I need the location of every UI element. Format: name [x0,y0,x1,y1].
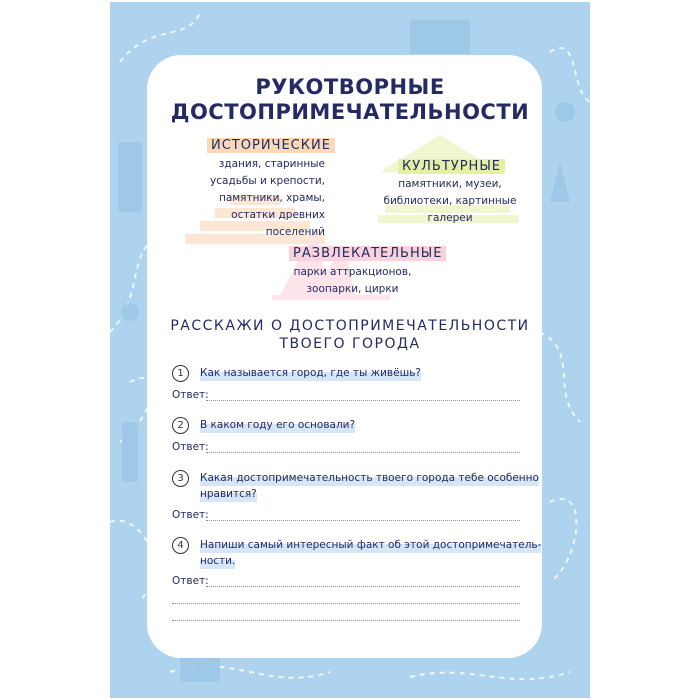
answer-label: Ответ: [172,389,209,401]
answer-line[interactable] [172,603,520,604]
title-line2: ДОСТОПРИМЕЧАТЕЛЬНОСТИ [170,100,530,124]
question-number: 3 [172,470,189,487]
question-text: ности. [200,555,236,567]
prompt-line2: ТВОЕГО ГОРОДА [279,336,421,352]
entertainment-heading: РАЗВЛЕКАТЕЛЬНЫЕ [289,246,446,261]
prompt-line1: РАССКАЖИ О ДОСТОПРИМЕЧАТЕЛЬНОСТИ [170,318,530,334]
answer-label: Ответ: [172,575,209,587]
answer-line[interactable] [172,620,520,621]
answer-line[interactable] [206,400,520,401]
cultural-description: памятники, музеи, библиотеки, картинные галереи [383,178,517,224]
question-text: Напиши самый интересный факт об этой достопримечатель- [200,539,542,551]
question-number: 1 [172,365,189,382]
answer-line[interactable] [206,586,520,587]
historical-description: здания, старинные усадьбы и крепости, памятники, храмы, остатки древних поселений [210,158,325,238]
answer-label: Ответ: [172,509,209,521]
question-number: 4 [172,537,189,554]
answer-line[interactable] [206,452,520,453]
answer-line[interactable] [206,520,520,521]
entertainment-description: парки аттракционов, зоопарки, цирки [293,266,412,295]
question-number: 2 [172,417,189,434]
question-text: Как называется город, где ты живёшь? [200,367,421,379]
answer-label: Ответ: [172,441,209,453]
historical-heading: ИСТОРИЧЕСКИЕ [207,138,335,153]
question-text: нравится? [200,488,257,500]
question-text: В каком году его основали? [200,419,356,431]
question-text: Какая достопримечательность твоего города тебе особенно [200,472,539,484]
title-line1: РУКОТВОРНЫЕ [255,75,445,99]
cultural-heading: КУЛЬТУРНЫЕ [398,159,505,174]
